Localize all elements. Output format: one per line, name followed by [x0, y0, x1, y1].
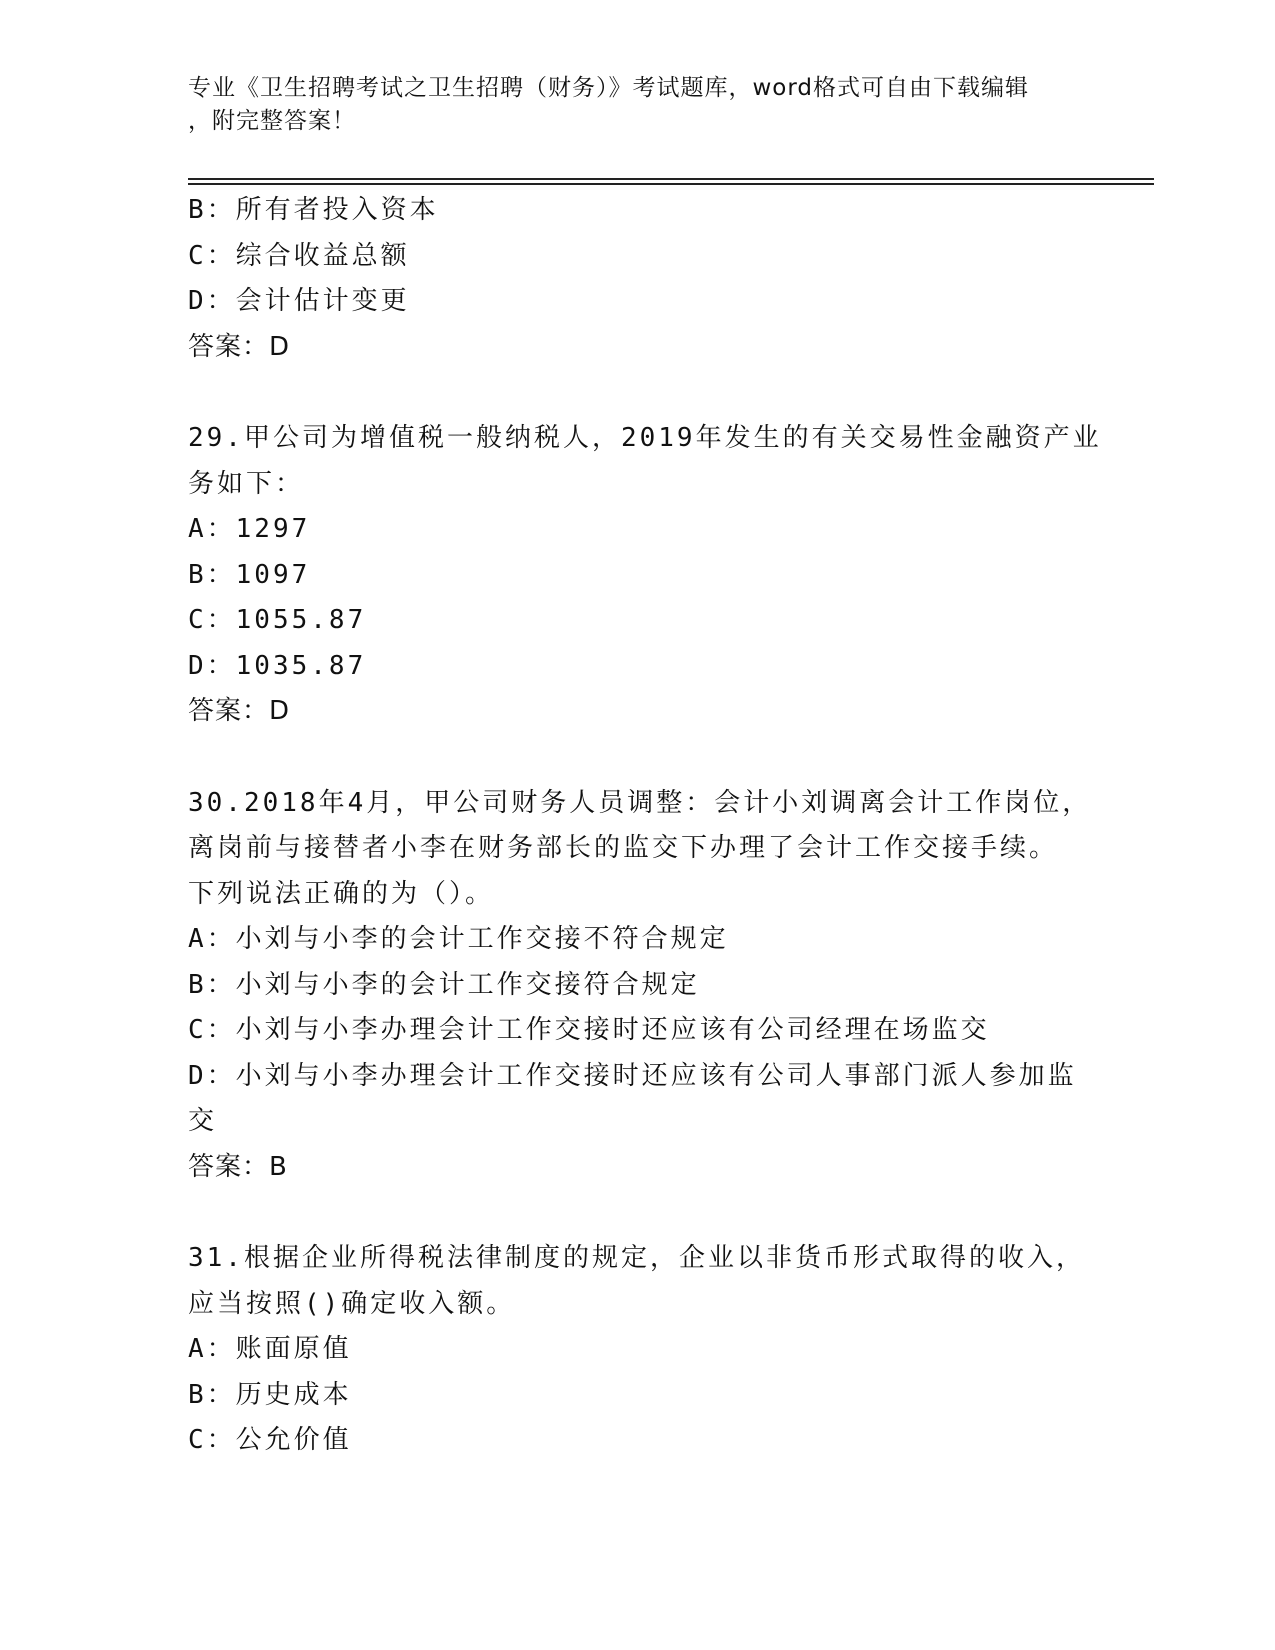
option-a: A：小刘与小李的会计工作交接不符合规定: [188, 924, 729, 954]
question-content: [188, 188, 1102, 1464]
answer-line: 答案：D: [188, 331, 291, 362]
question-31: [188, 1236, 1088, 1464]
option-c: C：1055.87: [188, 605, 367, 635]
question-stem: 30.2018年4月，甲公司财务人员调整：会计小刘调离会计工作岗位，: [188, 787, 1092, 818]
option-d: D：小刘与小李办理会计工作交接时还应该有公司人事部门派人参加监: [188, 1060, 1077, 1091]
question-stem: 离岗前与接替者小李在财务部长的监交下办理了会计工作交接手续。: [188, 833, 1059, 863]
answer-line: 答案：D: [188, 696, 291, 726]
answer-line: 答案：B: [188, 1151, 288, 1182]
option-c: C：综合收益总额: [188, 240, 410, 271]
option-d: D：会计估计变更: [188, 286, 410, 316]
spacer: [188, 1190, 1088, 1236]
option-d: D：1035.87: [188, 650, 367, 681]
question-29: [188, 416, 1102, 735]
question-28-tail: [188, 188, 1088, 370]
question-stem: 29.甲公司为增值税一般纳税人，2019年发生的有关交易性金融资产业: [188, 423, 1102, 453]
question-stem: 下列说法正确的为（）。: [188, 878, 495, 909]
question-stem: 应当按照()确定收入额。: [188, 1288, 516, 1319]
question-stem: 31.根据企业所得税法律制度的规定，企业以非货币形式取得的收入，: [188, 1243, 1085, 1273]
question-30: [188, 781, 1092, 1191]
option-d-continued: 交: [188, 1106, 218, 1136]
option-c: C：公允价值: [188, 1425, 352, 1455]
option-b: B：小刘与小李的会计工作交接符合规定: [188, 969, 700, 1000]
question-stem: 务如下：: [188, 468, 305, 499]
option-b: B：1097: [188, 559, 311, 590]
header-rule-top: [188, 178, 1154, 180]
option-c: C：小刘与小李办理会计工作交接时还应该有公司经理在场监交: [188, 1015, 990, 1045]
document-header: [188, 72, 1068, 138]
header-line-1: 专业《卫生招聘考试之卫生招聘（财务）》考试题库，word格式可自由下载编辑: [188, 75, 1030, 101]
header-line-2: ，附完整答案！: [188, 108, 356, 134]
option-b: B：所有者投入资本: [188, 195, 439, 225]
spacer: [188, 370, 1088, 416]
option-b: B：历史成本: [188, 1379, 352, 1410]
option-a: A：1297: [188, 514, 311, 544]
spacer: [188, 735, 1088, 781]
option-a: A：账面原值: [188, 1334, 352, 1364]
header-rule-bottom: [188, 183, 1154, 185]
